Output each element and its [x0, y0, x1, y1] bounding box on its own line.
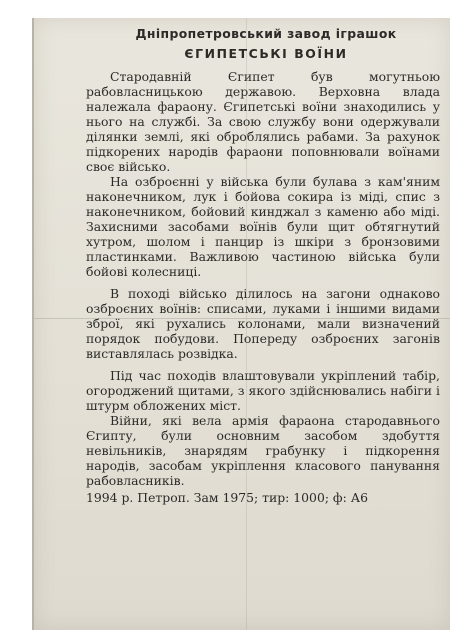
paper-fold-horizontal	[34, 318, 450, 319]
document-title: ЄГИПЕТСЬКІ ВОЇНИ	[184, 46, 348, 61]
paragraph-5: Війни, які вела армія фараона стародавнього Єгипту, були основним засобом здобуття невільників, знарядям грабунку і підкорення народів, засобам укріплення класового панування рабовласників.	[86, 413, 440, 488]
body-text	[86, 69, 440, 505]
paragraph-4: Під час походів влаштовували укріплений табір, огороджений щитами, з якого здійснювались набіги і штурм обложених міст.	[86, 368, 440, 413]
paragraph-2: На озброєнні у війська були булава з кам'яним наконечником, лук і бойова сокира із міді, спис з наконечником, бойовий кинджал з каменю або міді. Захисними засобами воїнів були щит обтягнутий хутром, шолом і панцир із шкіри з бронзовими пластинками. Важливою частиною війська були бойові колесниці.	[86, 174, 440, 279]
paragraph-1: Стародавній Єгипет був могутньою рабовласницькою державою. Верховна влада належала фараону. Єгипетські воїни знаходились у нього на службі. За свою службу вони одержували ділянки землі, які оброблялись рабами. За рахунок підкорених народів фараони поповнювали воїнами своє військо.	[86, 69, 440, 174]
imprint-line: 1994 р. Петроп. Зам 1975; тир: 1000; ф: А6	[86, 490, 369, 505]
publisher-heading: Дніпропетровський завод іграшок	[135, 26, 397, 41]
leaflet-sheet	[32, 18, 450, 630]
paragraph-3: В поході військо ділилось на загони однаково озброєних воїнів: списами, луками і іншими видами зброї, які рухались колонами, мали визначений порядок побудови. Попереду озброєних загонів виставлялась розвідка.	[86, 286, 440, 361]
paper-fold-vertical	[246, 18, 247, 630]
